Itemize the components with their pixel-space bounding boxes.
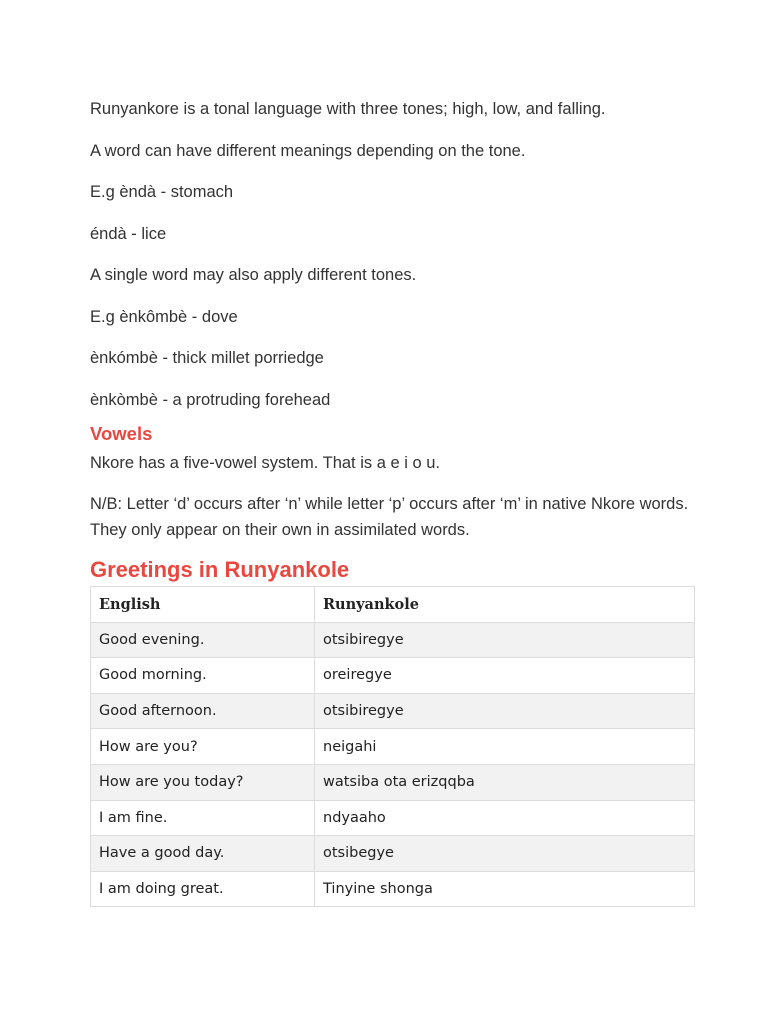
table-row xyxy=(91,693,695,729)
english-cell: I am doing great. xyxy=(91,871,315,907)
runyankole-cell: Tinyine shonga xyxy=(315,871,695,907)
column-header-english: English xyxy=(91,587,315,623)
paragraph-example-forehead: ènkòmbè - a protruding forehead xyxy=(90,390,331,409)
table-row xyxy=(91,658,695,694)
table-header-row xyxy=(91,587,695,623)
paragraph-example-dove: E.g ènkômbè - dove xyxy=(90,307,238,326)
paragraph-example-lice: éndà - lice xyxy=(90,224,167,243)
table-row xyxy=(91,800,695,836)
runyankole-cell: otsibiregye xyxy=(315,693,695,729)
paragraph-meanings: A word can have different meanings depending on the tone. xyxy=(90,141,526,160)
paragraph-example-porridge: ènkómbè - thick millet porriedge xyxy=(90,349,324,367)
document-body xyxy=(90,96,694,907)
english-cell: How are you? xyxy=(91,729,315,765)
table-row xyxy=(91,622,695,658)
runyankole-cell: neigahi xyxy=(315,729,695,765)
runyankole-cell: otsibiregye xyxy=(315,622,695,658)
vowels-heading: Vowels xyxy=(90,422,153,444)
table-row xyxy=(91,836,695,872)
greetings-table xyxy=(90,586,695,907)
english-cell: Have a good day. xyxy=(91,836,315,872)
english-cell: How are you today? xyxy=(91,764,315,800)
english-cell: I am fine. xyxy=(91,800,315,836)
english-cell: Good evening. xyxy=(91,622,315,658)
note-paragraph: N/B: Letter ‘d’ occurs after ‘n’ while letter ‘p’ occurs after ‘m’ in native Nkore words. They only appear on their own in assimilated words. xyxy=(90,495,689,539)
vowels-paragraph: Nkore has a five-vowel system. That is a e i o u. xyxy=(90,453,441,472)
runyankole-cell: otsibegye xyxy=(315,836,695,872)
table-row xyxy=(91,729,695,765)
runyankole-cell: ndyaaho xyxy=(315,800,695,836)
paragraph-tonal-intro: Runyankore is a tonal language with three tones; high, low, and falling. xyxy=(90,100,606,118)
greetings-heading: Greetings in Runyankole xyxy=(90,557,350,582)
table-row xyxy=(91,764,695,800)
table-row xyxy=(91,871,695,907)
column-header-runyankole: Runyankole xyxy=(315,587,695,623)
english-cell: Good afternoon. xyxy=(91,693,315,729)
english-cell: Good morning. xyxy=(91,658,315,694)
paragraph-example-stomach: E.g èndà - stomach xyxy=(90,183,234,201)
paragraph-single-word: A single word may also apply different tones. xyxy=(90,266,417,284)
runyankole-cell: oreiregye xyxy=(315,658,695,694)
runyankole-cell: watsiba ota erizqqba xyxy=(315,764,695,800)
